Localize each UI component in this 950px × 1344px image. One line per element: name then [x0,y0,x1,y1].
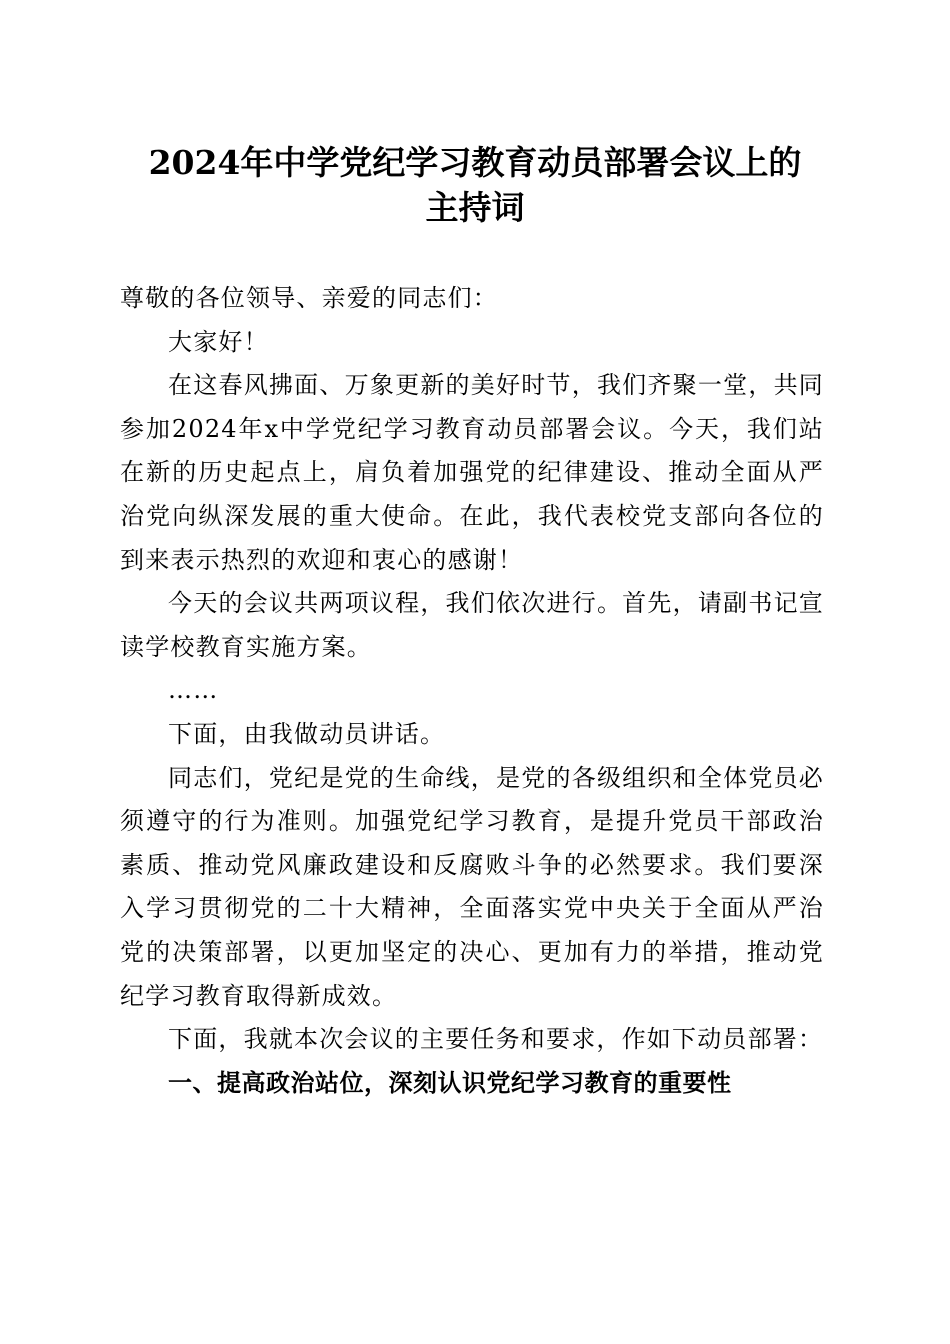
paragraph-ellipsis: …… [168,676,219,705]
paragraph-speech-intro: 下面，由我做动员讲话。 [168,719,446,748]
salutation: 尊敬的各位领导、亲爱的同志们： [120,284,498,312]
paragraph-opening: 在这春风拂面、万象更新的美好时节，我们齐聚一堂，共同参加2024年x中学党纪学习教育动员部署会议。今天，我们站在新的历史起点上，肩负着加强党的纪律建设、推动全面从严治党向纵深发展的重大使命。在此，我代表校党支部向各位的到来表示热烈的欢迎和衷心的感谢！ [120,371,824,574]
title-line-1: 2024年中学党纪学习教育动员部署会议上的 [148,143,802,182]
paragraph-agenda: 今天的会议共两项议程，我们依次进行。首先，请副书记宣读学校教育实施方案。 [120,589,824,661]
document-title [110,140,840,230]
paragraph-tasks-intro: 下面，我就本次会议的主要任务和要求，作如下动员部署： [168,1025,824,1054]
document-body [120,277,824,1105]
section-heading: 一、提高政治站位，深刻认识党纪学习教育的重要性 [168,1068,732,1097]
paragraph-greeting: 大家好！ [168,327,269,356]
paragraph-discipline: 同志们，党纪是党的生命线，是党的各级组织和全体党员必须遵守的行为准则。加强党纪学习教育，是提升党员干部政治素质、推动党风廉政建设和反腐败斗争的必然要求。我们要深入学习贯彻党的二十大精神，全面落实党中央关于全面从严治党的决策部署，以更加坚定的决心、更加有力的举措，推动党纪学习教育取得新成效。 [120,763,824,1010]
title-line-2: 主持词 [425,188,525,227]
